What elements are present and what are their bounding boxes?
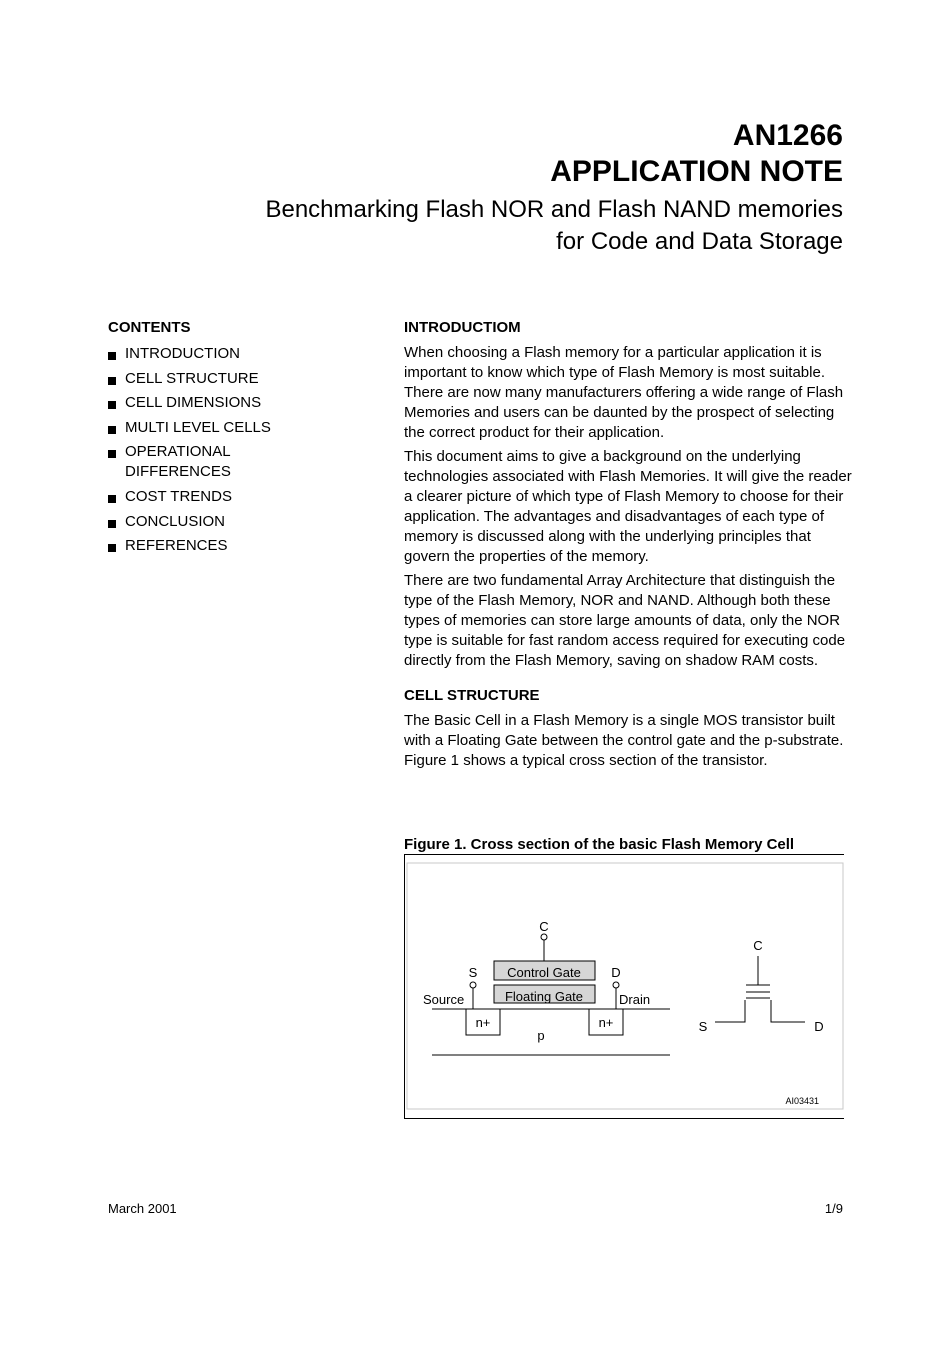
symbol-source-label: S [698, 1019, 708, 1034]
symbol-drain-lead [771, 1000, 805, 1022]
contents-item-label: MULTI LEVEL CELLS [125, 418, 271, 436]
footer-page-number: 1/9 [824, 1201, 843, 1216]
source-n-plus-label: n+ [475, 1015, 491, 1030]
contents-item-label: INTRODUCTION [125, 345, 240, 362]
subtitle-line: Benchmarking Flash NOR and Flash NAND memories [265, 196, 843, 223]
document-subtitle [265, 194, 843, 258]
square-bullet-icon [108, 426, 116, 434]
contents-item[interactable] [108, 536, 368, 556]
contents-item-label: CONCLUSION [125, 512, 226, 530]
contents-item-label: REFERENCES [125, 537, 228, 555]
source-terminal-label: S [468, 965, 478, 980]
square-bullet-icon [108, 450, 116, 458]
source-terminal-icon [470, 982, 476, 988]
square-bullet-icon [108, 495, 116, 503]
square-bullet-icon [108, 352, 116, 360]
section-heading-introduction: INTRODUCTIOM [404, 319, 521, 336]
flash-cell-diagram [405, 855, 845, 1119]
control-terminal-icon [541, 934, 547, 940]
figure-id: AI03431 [785, 1096, 819, 1106]
subtitle-line: for Code and Data Storage [556, 228, 843, 255]
drain-label: Drain [619, 992, 651, 1007]
contents-item-label: CELL DIMENSIONS [125, 394, 262, 412]
contents-item[interactable] [108, 418, 368, 438]
contents-title: CONTENTS [108, 319, 191, 336]
drain-terminal-icon [613, 982, 619, 988]
drain-n-plus-label: n+ [598, 1015, 614, 1030]
square-bullet-icon [108, 377, 116, 385]
document-type: APPLICATION NOTE [550, 155, 843, 188]
contents-item[interactable] [108, 512, 368, 532]
floating-gate-label: Floating Gate [504, 989, 584, 1004]
contents-item-label [125, 442, 231, 482]
paragraph: This document aims to give a background on the underlying technologies associated with Flash Memories. It will give the reader a clearer picture of which type of Flash Memory to choose for their application. The advantages and disadvantages of each type of memory is discussed along with the underlying principles that govern the properties of the memory. [404, 448, 852, 565]
contents-item-label: COST TRENDS [125, 487, 232, 505]
symbol-drain-label: D [814, 1019, 824, 1034]
symbol-control-label: C [753, 938, 763, 953]
contents-item[interactable] [108, 442, 368, 482]
contents-list [108, 318, 368, 561]
paragraph: When choosing a Flash memory for a particular application it is important to know which type of Flash Memory is most suitable. There are now many manufacturers offering a wide range of Flash Memories and users can be daunted by the prospect of selecting the correct product for their application. [404, 344, 844, 441]
symbol-source-lead [715, 1000, 745, 1022]
square-bullet-icon [108, 520, 116, 528]
document-header [265, 118, 843, 258]
control-terminal-label: C [539, 919, 549, 934]
paragraph: The Basic Cell in a Flash Memory is a single MOS transistor built with a Floating Gate between the control gate and the p-substrate. Figure 1 shows a typical cross section of the transistor. [404, 712, 844, 769]
paragraph: There are two fundamental Array Architecture that distinguish the type of the Flash Memory, NOR and NAND. Although both these types of memories can store large amounts of data, only the NOR type is suitable for fast random access required for executing code directly from the Flash Memory, saving on shadow RAM costs. [404, 572, 846, 669]
contents-item[interactable] [108, 487, 368, 507]
contents-item-label: CELL STRUCTURE [125, 369, 259, 387]
figure-caption: Figure 1. Cross section of the basic Flash Memory Cell [404, 836, 844, 855]
contents-item-line: OPERATIONAL [125, 443, 231, 461]
contents-item[interactable] [108, 369, 368, 389]
contents-item-line: DIFFERENCES [125, 463, 231, 481]
document-id: AN1266 [732, 119, 843, 152]
source-label: Source [423, 992, 465, 1007]
control-gate-label: Control Gate [507, 965, 581, 980]
contents-item[interactable] [108, 344, 368, 364]
drain-terminal-label: D [611, 965, 621, 980]
figure-frame [404, 855, 844, 1119]
section-heading-cell-structure: CELL STRUCTURE [404, 687, 540, 704]
square-bullet-icon [108, 544, 116, 552]
p-substrate-label: p [537, 1028, 545, 1043]
footer-date: March 2001 [108, 1201, 177, 1216]
square-bullet-icon [108, 401, 116, 409]
contents-item[interactable] [108, 393, 368, 413]
main-text [404, 318, 856, 775]
